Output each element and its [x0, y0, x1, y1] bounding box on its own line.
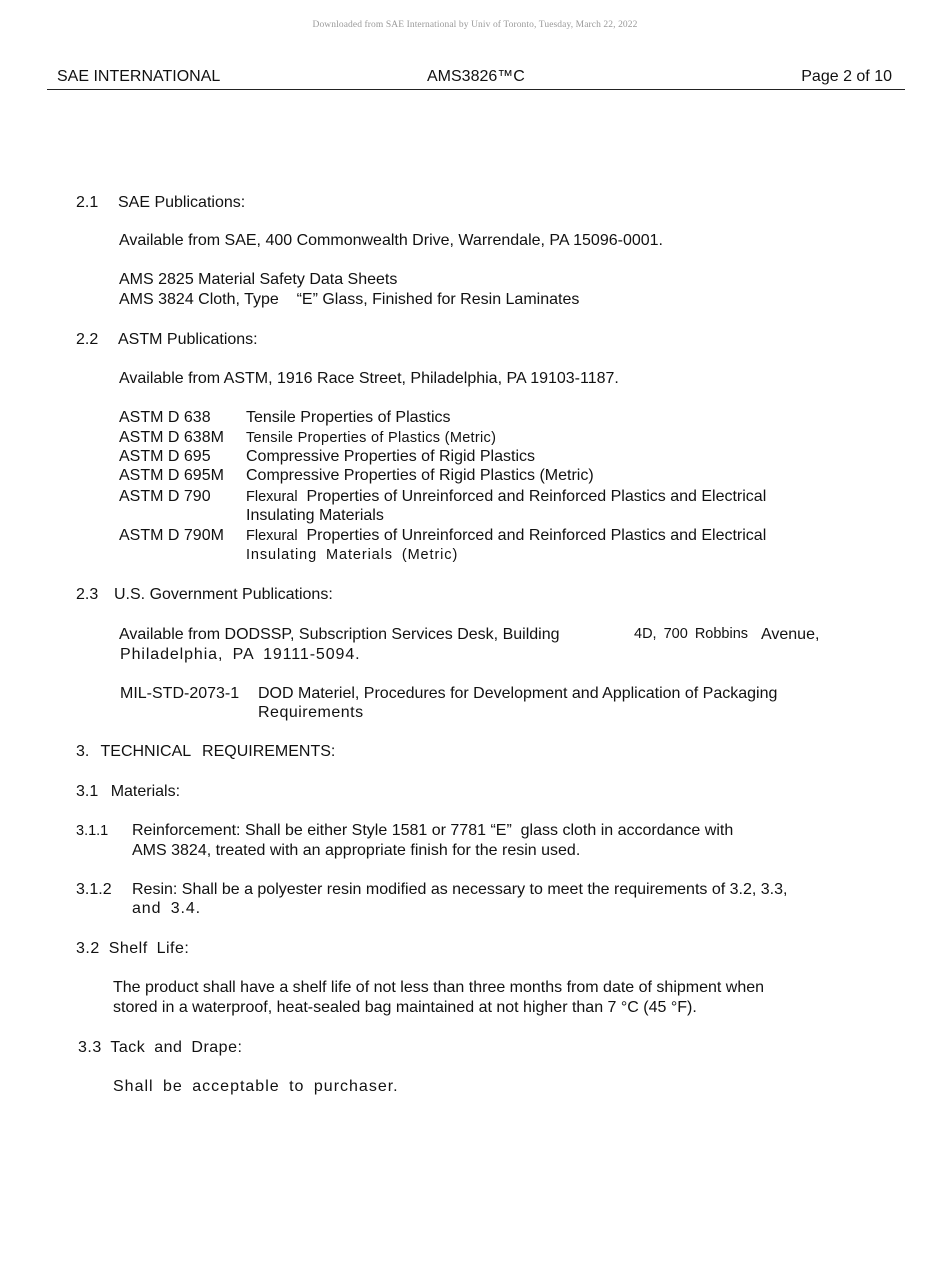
section-3-1-1-text-continuation: AMS 3824, treated with an appropriate finish for the resin used. [132, 842, 581, 859]
section-3-1-2-number: 3.1.2 [76, 881, 112, 898]
section-3-heading: 3. TECHNICAL REQUIREMENTS: [76, 743, 336, 760]
astm-ref-title-continuation: Insulating Materials [246, 507, 384, 524]
section-3-1-2-text-continuation: and 3.4. [132, 900, 202, 917]
astm-ref-row [119, 447, 535, 467]
section-2-1-availability: Available from SAE, 400 Commonwealth Drive, Warrendale, PA 15096-0001. [119, 232, 663, 249]
astm-ref-title-continuation: Insulating Materials (Metric) [246, 547, 459, 563]
availability-text: Available from DODSSP, Subscription Services Desk, Building [119, 626, 560, 643]
section-3-1-2-text: Resin: Shall be a polyester resin modified as necessary to meet the requirements of 3.2, 3.3, [132, 881, 788, 898]
header-page-number: Page 2 of 10 [801, 68, 892, 85]
section-3-3-text: Shall be acceptable to purchaser. [113, 1078, 399, 1095]
section-3-3-title: 3.3 Tack and Drape: [78, 1039, 243, 1056]
header-org: SAE INTERNATIONAL [57, 68, 221, 85]
section-2-2-availability: Available from ASTM, 1916 Race Street, Philadelphia, PA 19103-1187. [119, 370, 619, 387]
section-3-2-title: 3.2 Shelf Life: [76, 940, 190, 957]
astm-ref-title-prefix: Flexural [246, 528, 298, 544]
section-3-1-title: 3.1 Materials: [76, 783, 181, 800]
astm-ref-code: ASTM D 638 [119, 409, 211, 426]
sae-ref-item: AMS 2825 Material Safety Data Sheets [119, 271, 398, 288]
section-3-1-1-text: Reinforcement: Shall be either Style 1581 or 7781 “E” glass cloth in accordance with [132, 822, 734, 839]
section-2-3-availability [119, 625, 560, 645]
astm-ref-code: ASTM D 790M [119, 527, 224, 544]
availability-city: Philadelphia, PA 19111-5094. [120, 646, 361, 663]
section-3-1-1-number: 3.1.1 [76, 823, 109, 839]
astm-ref-row [119, 428, 496, 449]
astm-ref-title: Compressive Properties of Rigid Plastics (Metric) [246, 467, 594, 484]
mil-std-ref-code: MIL-STD-2073-1 [120, 685, 240, 702]
astm-ref-title: Compressive Properties of Rigid Plastics [246, 448, 535, 465]
astm-ref-code: ASTM D 695M [119, 467, 224, 484]
section-2-2-title: ASTM Publications: [118, 331, 258, 348]
availability-address: 4D, 700 Robbins [634, 626, 749, 642]
section-2-1-number: 2.1 [76, 194, 99, 211]
astm-ref-title: Tensile Properties of Plastics [246, 409, 451, 426]
astm-ref-title: Tensile Properties of Plastics (Metric) [246, 430, 497, 446]
section-3-2-text-continuation: stored in a waterproof, heat-sealed bag maintained at not higher than 7 °C (45 °F). [113, 999, 697, 1016]
astm-ref-row [119, 466, 594, 486]
astm-ref-row [119, 487, 766, 508]
astm-ref-row [119, 526, 766, 547]
astm-ref-code: ASTM D 695 [119, 448, 211, 465]
header-rule [47, 89, 905, 90]
astm-ref-row [119, 408, 451, 428]
section-2-2-number: 2.2 [76, 331, 99, 348]
header-doc-id: AMS3826™C [427, 68, 525, 85]
section-2-1-title: SAE Publications: [118, 194, 246, 211]
section-2-3-number: 2.3 [76, 586, 99, 603]
sae-ref-item: AMS 3824 Cloth, Type “E” Glass, Finished for Resin Laminates [119, 291, 580, 308]
download-watermark: Downloaded from SAE International by Univ of Toronto, Tuesday, March 22, 2022 [312, 20, 638, 30]
section-2-3-title: U.S. Government Publications: [114, 586, 333, 603]
astm-ref-code: ASTM D 790 [119, 488, 211, 505]
mil-std-ref-title: DOD Materiel, Procedures for Development and Application of Packaging [258, 685, 778, 702]
astm-ref-title: Properties of Unreinforced and Reinforced Plastics and Electrical [306, 488, 767, 505]
astm-ref-title: Properties of Unreinforced and Reinforced Plastics and Electrical [306, 527, 767, 544]
section-3-2-text: The product shall have a shelf life of not less than three months from date of shipment when [113, 979, 765, 996]
astm-ref-title-prefix: Flexural [246, 489, 298, 505]
mil-std-ref-title-continuation: Requirements [258, 704, 364, 721]
astm-ref-code: ASTM D 638M [119, 429, 224, 446]
availability-address-end: Avenue, [761, 626, 820, 643]
